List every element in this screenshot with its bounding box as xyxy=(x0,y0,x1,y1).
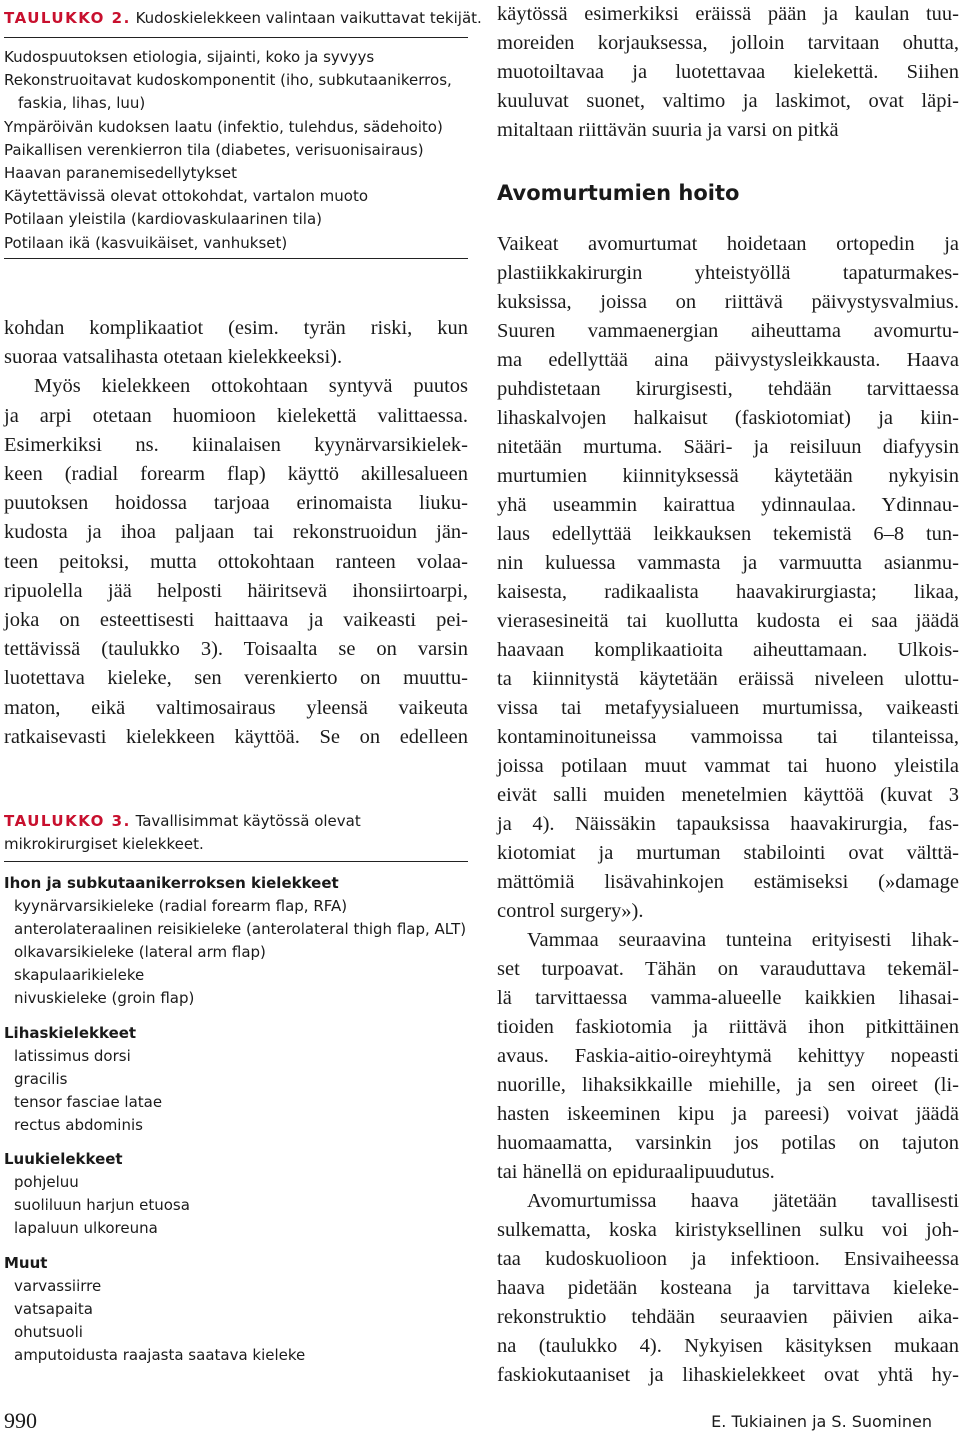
text-line: moreiden korjauksessa, jolloin tarvitaan ohutta, xyxy=(497,32,959,54)
right-top-text xyxy=(497,0,959,145)
table2-item: Haavan paranemisedellytykset xyxy=(4,164,237,183)
text-line: tai hänellä on epiduraalipuudutus. xyxy=(497,1161,775,1183)
table3-group xyxy=(4,1022,468,1137)
text-line: lihaskalvojen halkaisut (faskiotomiat) ja kiin- xyxy=(497,407,959,429)
text-line: yhä useammin kairattua ydinnaulaa. Ydinnau- xyxy=(497,494,959,516)
table3-item: rectus abdominis xyxy=(14,1115,143,1134)
text-line: nitetään murtuma. Sääri- ja reisiluun diafyysin xyxy=(497,436,959,458)
text-line: eivät salli muiden menetelmien käyttöä (kuvat 3 xyxy=(497,784,959,806)
table3-group-title: Luukielekkeet xyxy=(4,1150,123,1168)
text-line: suoraa vatsalihasta otetaan kielekkeeksi). xyxy=(4,346,343,369)
text-line: Vammaa seuraavina tunteina erityisesti lihak- xyxy=(527,929,959,951)
text-line: Esimerkiksi ns. kiinalaisen kyynärvarsikielek- xyxy=(4,433,468,456)
text-line: ratkaisevasti kielekkeen käyttöä. Se on edelleen xyxy=(4,725,468,748)
text-line: vierasesineitä tai kuollutta kudosta ei saa jäädä xyxy=(497,610,959,632)
text-line: lä tarvittaessa vamma-alueelle kaikkien lihasai- xyxy=(497,987,959,1009)
text-line: Vaikeat avomurtumat hoidetaan ortopedin ja xyxy=(497,233,959,255)
table3-item: pohjeluu xyxy=(14,1173,79,1191)
table3-label: TAULUKKO 3. xyxy=(4,812,131,830)
table2-item: faskia, lihas, luu) xyxy=(18,94,146,113)
text-line: rekonstruktio tehdään seuraavien päivien aika- xyxy=(497,1306,959,1328)
footer-authors: E. Tukiainen ja S. Suominen xyxy=(711,1412,932,1431)
text-line: tettävissä (taulukko 3). Toisaalta se on varsin xyxy=(4,638,468,661)
table2-item: Paikallisen verenkierron tila (diabetes, verisuonisairaus) xyxy=(4,140,424,159)
text-line: kuksissa, joissa on riittävä päivystysvalmius. xyxy=(497,291,959,313)
text-line: käytössä esimerkiksi eräissä pään ja kaulan tuu- xyxy=(497,3,959,25)
text-line: set turpoavat. Tähän on varauduttava tekemäl- xyxy=(497,958,959,980)
text-line: vissa tai metafyysialueen murtumissa, vaikeasti xyxy=(497,697,959,719)
table3-item: skapulaarikieleke xyxy=(14,966,145,984)
text-line: keen (radial forearm flap) käyttö akillesalueen xyxy=(4,463,468,486)
table3-item: olkavarsikieleke (lateral arm flap) xyxy=(14,943,266,961)
text-line: ta kiinnitystä käytetään eräissä niveleen ulottu- xyxy=(497,668,959,690)
text-line: kudosta ja ihoa paljaan tai rekonstruoidun jän- xyxy=(4,521,468,544)
table3-item: latissimus dorsi xyxy=(14,1046,131,1065)
text-line: taa kudoskuolioon ja infektioon. Ensivaiheessa xyxy=(497,1248,959,1270)
text-line: ja 4). Näissäkin tapauksissa haavakirurgia, fas- xyxy=(497,813,959,835)
table3-caption xyxy=(4,810,468,856)
table2-label: TAULUKKO 2. xyxy=(4,9,131,27)
table2-item: Käytettävissä olevat ottokohdat, vartalon muoto xyxy=(4,187,368,206)
table2-item: Potilaan ikä (kasvuikäiset, vanhukset) xyxy=(4,233,288,252)
text-line: joka on esteettisesti haittaava ja vaikeasti pei- xyxy=(4,609,468,632)
table2-title: Kudoskielekkeen valintaan vaikuttavat tekijät. xyxy=(135,9,482,27)
text-line: teen peitoksi, mutta ottokohtaan ranteen volaa- xyxy=(4,550,468,573)
text-line: joissa potilaan muut vammat tai huono yleistila xyxy=(497,755,959,777)
text-line: luotettava kieleke, sen verenkierto on muuttu- xyxy=(4,667,468,690)
table3-group xyxy=(4,872,468,1010)
table2-top-rule xyxy=(4,37,468,38)
text-line: kuuluvat suonet, valtimo ja laskimot, ovat läpi- xyxy=(497,90,959,112)
table3-item: nivuskieleke (groin flap) xyxy=(14,989,195,1007)
text-line: mättömiä lisävahinkojen estämiseksi (»damage xyxy=(497,871,959,893)
text-line: ja arpi otetaan huomioon kielekettä valittaessa. xyxy=(4,404,468,427)
page-number: 990 xyxy=(4,1408,37,1433)
text-line: hasten iskeeminen kipu ja pareesi) voivat jäädä xyxy=(497,1103,959,1125)
table3-item: suoliluun harjun etuosa xyxy=(14,1196,190,1214)
text-line: huomaamatta, varsinkin jos potilas on tajuton xyxy=(497,1132,959,1154)
table3-group-title: Ihon ja subkutaanikerroksen kielekkeet xyxy=(4,874,339,892)
table3-item: varvassiirre xyxy=(14,1276,102,1295)
table3-item: anterolateraalinen reisikieleke (anterolateral thigh flap, ALT) xyxy=(14,920,467,938)
table3-top-rule xyxy=(4,861,468,862)
text-line: puhdistetaan kirurgisesti, tehdään tarvittaessa xyxy=(497,378,959,400)
text-line: ripuolella jää helposti häiritsevä ihonsiirtoarpi, xyxy=(4,579,468,602)
right-main-text xyxy=(497,230,959,1390)
table3-item: lapaluun ulkoreuna xyxy=(14,1219,158,1237)
text-line: sulkematta, koska kiristyksellinen sulku voi joh- xyxy=(497,1219,959,1241)
text-line: tioiden faskiotomia ja riittävä ihon pitkittäinen xyxy=(497,1016,959,1038)
text-line: kaisesta, radikaalista haavakirurgiasta; likaa, xyxy=(497,581,959,603)
table3-group-title: Muut xyxy=(4,1253,48,1272)
table3-item: ohutsuoli xyxy=(14,1322,83,1341)
text-line: murtumien kiinnityksessä käytetään nykyisin xyxy=(497,465,959,487)
table3-list xyxy=(4,872,468,1378)
text-line: na (taulukko 4). Nykyisen käsityksen mukaan xyxy=(497,1335,959,1357)
text-line: nin kuluessa vammasta ja varmuutta asianmu- xyxy=(497,552,959,574)
text-line: kiotomiat ja murtuman stabilointi ovat välttä- xyxy=(497,842,959,864)
table2-list xyxy=(4,46,468,255)
text-line: kohdan komplikaatiot (esim. tyrän riski, kun xyxy=(4,317,468,339)
table2-bottom-rule xyxy=(4,258,468,259)
text-line: haavaan komplikaatioita aiheuttamaan. Ulkois- xyxy=(497,639,959,661)
table3-item: vatsapaita xyxy=(14,1299,93,1318)
table2-item: Rekonstruoitavat kudoskomponentit (iho, subkutaanikerros, xyxy=(4,71,452,90)
table3-item: tensor fasciae latae xyxy=(14,1092,163,1111)
table3-group-title: Lihaskielekkeet xyxy=(4,1023,137,1042)
table3-item: amputoidusta raajasta saatava kieleke xyxy=(14,1345,306,1364)
text-line: ma edellyttää aina päivystysleikkausta. Haava xyxy=(497,349,959,371)
table3-title: Tavallisimmat käytössä olevat mikrokirurgiset kielekkeet. xyxy=(4,812,361,853)
text-line: kontaminoituneissa vammoissa tai tilanteissa, xyxy=(497,726,959,748)
text-line: muotoiltavaa ja luotettavaa kielekettä. Siihen xyxy=(497,61,959,83)
section-heading: Avomurtumien hoito xyxy=(497,181,740,205)
text-line: Suuren vammaenergian aiheuttama avomurtu- xyxy=(497,320,959,342)
text-line: avaus. Faskia-aitio-oireyhtymä kehittyy nopeasti xyxy=(497,1045,959,1067)
text-line: control surgery»). xyxy=(497,900,644,922)
table2-item: Kudospuutoksen etiologia, sijainti, koko ja syvyys xyxy=(4,48,375,66)
table3-group xyxy=(4,1148,468,1240)
left-body-text xyxy=(4,314,468,752)
text-line: nuorille, lihaksikkaille miehille, ja sen oireet (li- xyxy=(497,1074,959,1096)
text-line: mitaltaan riittävän suuria ja varsi on pitkä xyxy=(497,119,839,141)
text-line: maton, eikä valtimosairaus yleensä vaikeuta xyxy=(4,696,468,719)
text-line: puutoksen hoidossa tarjoaa erinomaista liuku- xyxy=(4,492,468,515)
table2-item: Potilaan yleistila (kardiovaskulaarinen tila) xyxy=(4,210,323,229)
table3-item: kyynärvarsikieleke (radial forearm flap, RFA) xyxy=(14,897,348,915)
table2-item: Ympäröivän kudoksen laatu (infektio, tulehdus, sädehoito) xyxy=(4,117,443,136)
text-line: Avomurtumissa haava jätetään tavallisesti xyxy=(527,1190,959,1212)
text-line: Myös kielekkeen ottokohtaan syntyvä puutos xyxy=(34,375,468,398)
text-line: faskiokutaaniset ja lihaskielekkeet ovat yhtä hy- xyxy=(497,1364,959,1386)
table3-group xyxy=(4,1252,468,1367)
table2-caption xyxy=(4,8,482,28)
text-line: plastiikkakirurgin yhteistyöllä tapaturmakes- xyxy=(497,262,959,284)
table3-item: gracilis xyxy=(14,1069,68,1088)
text-line: haava pidetään kosteana ja tarvittava kieleke- xyxy=(497,1277,959,1299)
text-line: laus edellyttää leikkauksen tekemistä 6–8 tun- xyxy=(497,523,959,545)
